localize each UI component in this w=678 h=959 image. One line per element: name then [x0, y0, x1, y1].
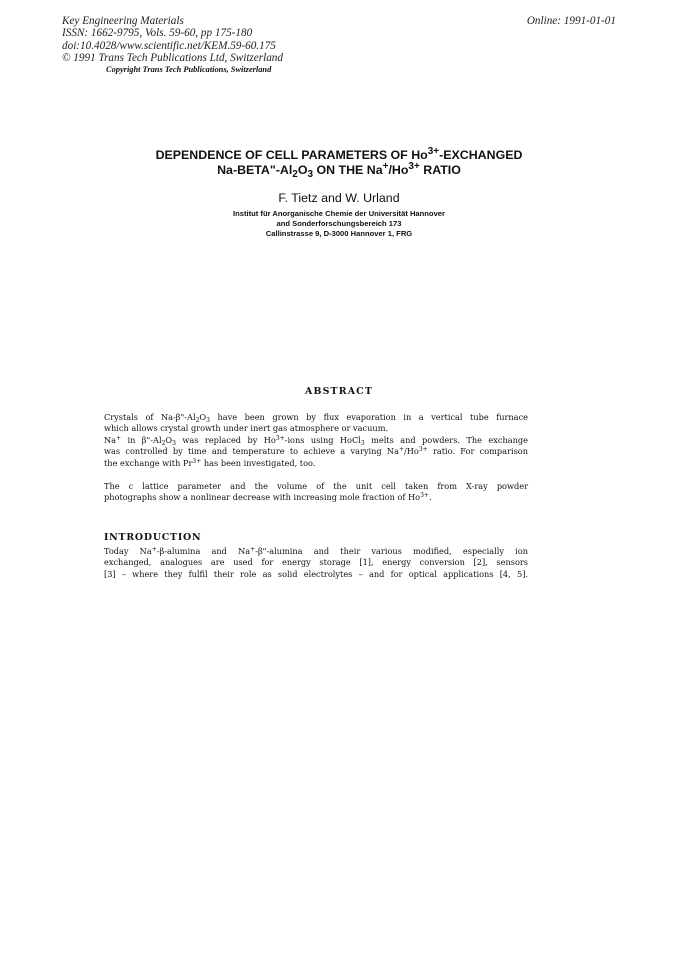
introduction-paragraph	[104, 546, 528, 580]
abstract-heading: ABSTRACT	[304, 386, 374, 397]
online-date: Online: 1991-01-01	[526, 15, 616, 27]
text-line: Crystals of $Na-\beta"-Al_2O_3$ have been grown by flux evaporation in a vertical tube furnace	[104, 412, 528, 424]
affiliation-line: Callinstrasse 9, D-3000 Hannover 1, FRG	[265, 229, 413, 239]
abstract-paragraph-1	[104, 412, 528, 435]
issn-line: ISSN: 1662-9795, Vols. 59-60, pp 175-180	[62, 27, 253, 40]
text-line: the exchange with $Pr^{3+}$ has been investigated, too.	[104, 457, 316, 468]
text-line: photographs show a nonlinear decrease with increasing mole fraction of $Ho^{3+}$.	[104, 492, 432, 503]
copyright-line: Copyright Trans Tech Publications, Switzerland	[106, 65, 272, 74]
affiliation-line: Institut für Anorganische Chemie der Universität Hannover	[233, 209, 445, 218]
publisher-line: © 1991 Trans Tech Publications Ltd, Switzerland	[62, 52, 283, 65]
text-line: The c lattice parameter and the volume of the unit cell taken from X-ray powder	[104, 481, 528, 491]
text-line: Today Na+-β-alumina and Na+-β"-alumina and their various modified, especially ion	[104, 546, 528, 556]
paper-title	[0, 148, 678, 178]
doi-line: doi:10.4028/www.scientific.net/KEM.59-60.175	[62, 39, 276, 52]
title-line-2: $Na-BETA"-Al_2O_3$ ON THE $Na^+/Ho^{3+}$ RATIO	[217, 161, 461, 180]
affiliation	[0, 209, 678, 240]
affiliation-line: and Sonderforschungsbereich 173	[276, 219, 402, 229]
journal-name: Key Engineering Materials	[62, 15, 184, 27]
authors: F. Tietz and W. Urland	[278, 191, 400, 205]
abstract-paragraph-3	[104, 481, 528, 504]
text-line: which allows crystal growth under inert gas atmosphere or vacuum.	[104, 423, 389, 434]
title-line-1: DEPENDENCE OF CELL PARAMETERS OF $Ho^{3+}$-EXCHANGED	[155, 146, 523, 162]
text-line: [3] – where they fulfil their role as solid electrolytes – and for optical applications [4, 5].	[104, 568, 528, 579]
introduction-heading: INTRODUCTION	[104, 532, 202, 543]
text-line: was controlled by time and temperature to achieve a varying $Na^+/Ho^{3+}$ ratio. For comparison	[104, 446, 528, 457]
text-line: Na+ in $\beta"-Al_2O_3$ was replaced by $Ho^{3+}$-ions using HoCl$_3$ melts and powders. The exchange	[104, 435, 528, 447]
abstract-paragraph-2	[104, 435, 528, 469]
text-line: exchanged, analogues are used for energy storage [1], energy conversion [2], sensors	[104, 557, 528, 568]
citation-header	[62, 15, 283, 65]
